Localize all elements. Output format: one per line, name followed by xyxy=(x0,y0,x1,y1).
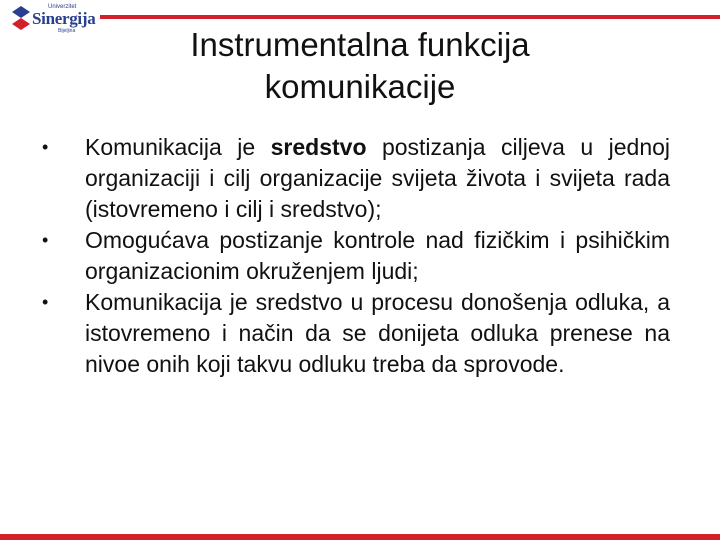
slide-title xyxy=(110,24,610,108)
logo-emblem-icon xyxy=(10,4,32,34)
slide-content xyxy=(40,132,670,380)
bullet-dot-icon: • xyxy=(42,292,49,312)
bullet-2-text: Omogućava postizanje kontrole nad fizičkim i psihičkim organizacionim okruženjem ljudi; xyxy=(85,227,670,284)
top-red-rule xyxy=(100,15,720,19)
bullet-1-text-start: Komunikacija je xyxy=(85,134,271,160)
logo-small-text: Univerzitet xyxy=(48,4,77,10)
bullet-list xyxy=(40,132,670,380)
bottom-red-rule xyxy=(0,534,720,540)
logo-sub-text: Bijeljina xyxy=(58,28,76,34)
bullet-dot-icon: • xyxy=(42,230,49,250)
bullet-1-bold-word: sredstvo xyxy=(270,134,367,160)
title-line-1: Instrumentalna funkcija xyxy=(190,26,530,63)
logo-main-text: Sinergija xyxy=(32,9,96,28)
bullet-item-3 xyxy=(40,287,670,380)
bullet-3-text: Komunikacija je sredstvo u procesu donošenja odluka, a istovremeno i način da se donijeta odluka prenese na nivoe onih koji takvu odluku treba da sprovode. xyxy=(85,289,670,377)
bullet-dot-icon: • xyxy=(42,137,49,157)
bullet-item-2 xyxy=(40,225,670,287)
bullet-1-text-end: postizanja ciljeva u jednoj organizaciji i cilj organizacije svijeta života i svijeta rada (istovremeno i cilj i sredstvo); xyxy=(85,134,671,222)
title-line-2: komunikacije xyxy=(264,68,456,105)
bullet-item-1 xyxy=(40,132,670,225)
university-logo xyxy=(10,4,100,34)
